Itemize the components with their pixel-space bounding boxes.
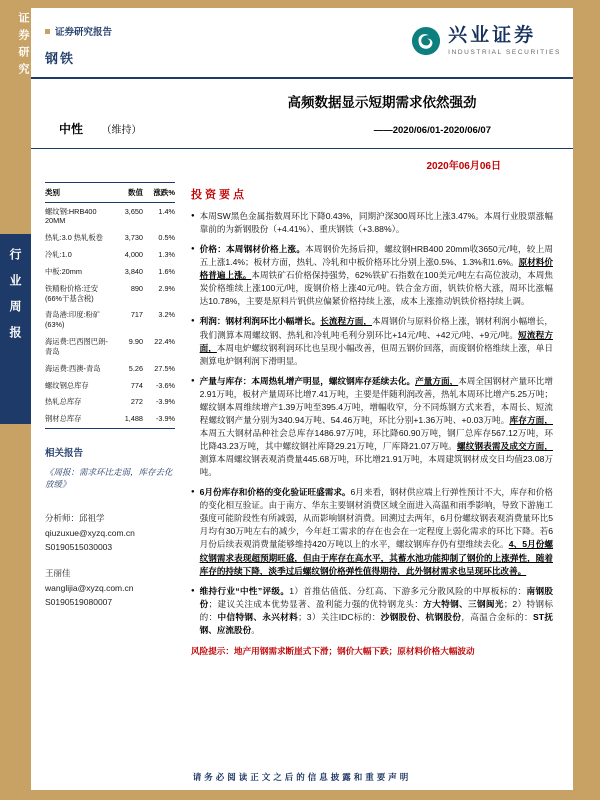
- metric-change: 0.5%: [158, 233, 175, 243]
- key-points-title: 投资要点: [191, 189, 247, 201]
- metric-change: -3.9%: [155, 397, 175, 407]
- table-row: [45, 280, 175, 307]
- metric-value: 272: [130, 397, 143, 407]
- brand-name: 兴业证券: [448, 25, 537, 47]
- bullet-text: 本周SW黑色金属指数周环比下降0.43%，同期沪深300周环比上涨3.47%。本周行业股票涨幅靠前的为新钢股份（+4.41%）、重庆钢铁（+3.88%）。: [199, 211, 553, 235]
- metric-change: 22.4%: [154, 337, 175, 347]
- analyst-name: 邱祖学: [79, 513, 105, 524]
- metric-value: 5.26: [128, 363, 143, 373]
- analyst-name-row: [45, 566, 175, 580]
- metric-label: 冷轧:1.0: [45, 250, 72, 260]
- report-type-label: 证券研究报告: [55, 27, 113, 38]
- table-row: [45, 377, 175, 394]
- table-row: [45, 263, 175, 280]
- table-row: [45, 360, 175, 377]
- left-panel: [31, 176, 181, 622]
- bullet-point: [191, 375, 553, 480]
- col-header-value: 数值: [128, 188, 143, 197]
- related-report-item[interactable]: 《周报：需求环比走弱，库存去化放缓》: [45, 466, 173, 490]
- col-header-change: 涨跌%: [153, 188, 175, 197]
- metric-label: 螺纹钢:HRB400 20MM: [45, 206, 97, 226]
- table-row: [45, 411, 175, 428]
- analyst-license-number: S0190515030003: [45, 542, 113, 553]
- metric-label: 钢材总库存: [45, 414, 82, 424]
- report-period: ——2020/06/01-2020/06/07: [373, 125, 491, 136]
- table-row: [45, 230, 175, 247]
- header-left: [45, 24, 112, 67]
- analyst-license-number: S0190519080007: [45, 597, 113, 608]
- metric-change: 2.9%: [158, 283, 175, 293]
- metric-value: 3,650: [124, 206, 143, 216]
- analysts-block: [45, 511, 175, 610]
- report-type-row: [45, 24, 112, 38]
- content-columns: [31, 176, 573, 658]
- bullet-icon: ●: [191, 246, 195, 253]
- bullet-point: [191, 243, 553, 308]
- analyst-email[interactable]: wanglijia@xyzq.com.cn: [45, 582, 134, 593]
- brand-text: [448, 26, 561, 56]
- table-row: [45, 334, 175, 361]
- metric-value: 890: [130, 283, 143, 293]
- related-reports-title: 相关报告: [45, 447, 84, 459]
- col-header-category: 类别: [45, 188, 60, 197]
- metrics-table: [45, 182, 175, 429]
- bullet-icon: ●: [191, 377, 195, 384]
- title-bar: [31, 79, 573, 149]
- metric-label: 海运费:西澳-青岛: [45, 363, 101, 373]
- brand-subtitle: INDUSTRIAL SECURITIES: [448, 48, 561, 56]
- metric-value: 4,000: [124, 250, 143, 260]
- bullet-text: 产量与库存：本周热轧增产明显，螺纹钢库存延续去化。产量方面，本周全国钢材产量环比增2.91万吨，板材产量周环比增7.41万吨，主要是伴随利润改善，热轧本周环比增产5.25万吨；螺纹钢本周维续增产1.39万吨至395.4万吨，增幅收窄，分不同炼钢方式来看，本周长、短流程螺纹钢产量分别为340.94万吨、54.46万吨，环比分别+1.36万吨、+0.03万吨。库存方面，本周五大钢材品种社会总库存1486.97万吨，环比降60.90万吨，钢厂总库存567.12万吨，环比降43.23万吨，其中螺纹钢社库降29.21万吨，厂库降21.07万吨。螺纹钢表需及成交方面，测算本周螺纹钢表观消费量445.68万吨，环比增21.91万吨，本周建筑钢材成交日均值23.08万吨。: [199, 375, 553, 478]
- metric-value: 3,730: [124, 233, 143, 243]
- metric-change: 1.6%: [158, 266, 175, 276]
- metrics-table-header: [45, 183, 175, 203]
- bullet-point: [191, 315, 553, 367]
- table-row: [45, 394, 175, 411]
- bullet-text: 6月份库存和价格的变化验证旺盛需求。6月来看，钢材供应端上行弹性预计不大，库存和价格的变化相互验证。由于南方、华东主要钢材消费区域全面进入高温和雨季影响，导致下游施工强度可能阶段性有所减弱，从而影响钢材消费。回溯过去两年，6月份螺纹钢表观消费量环比5月均有30万吨左右的减少，今年赶工需求的存在也会在一定程度上弱化需求的环比下降。若6月份后续表观消费量能够维持420万吨以上的水平，螺纹钢库存仍有望维续去化。4、5月份螺纹钢需求表现超预期旺盛，但由于库存在高水平，其蓄水池功能抑制了钢价的上涨弹性，随着库存的持续下降，淡季过后螺纹钢价格弹性值得期待，此外钢材需求也呈现环比改善。: [199, 487, 554, 576]
- related-reports-list: [45, 466, 175, 492]
- table-row: [45, 307, 175, 334]
- bullet-icon: ●: [191, 213, 195, 219]
- metric-label: 铁精粉价格:迁安(66%干基含税): [45, 283, 99, 303]
- metric-label: 热轧总库存: [45, 397, 82, 407]
- report-date: 2020年06月06日: [426, 161, 501, 172]
- metric-change: 1.4%: [158, 206, 175, 216]
- sidebar-band-industry-weekly: [0, 234, 31, 424]
- rating-value: 中性: [59, 122, 84, 136]
- metric-label: 青岛港:印度:粉矿(63%): [45, 310, 101, 330]
- metric-change: 27.5%: [154, 363, 175, 373]
- main-content: [181, 176, 573, 658]
- bullet-icon: ●: [191, 489, 195, 496]
- metric-value: 774: [130, 380, 143, 390]
- table-row: [45, 203, 175, 230]
- gold-square-icon: [45, 29, 50, 34]
- report-title: 高频数据显示短期需求依然强劲: [287, 95, 477, 110]
- bullet-point: [191, 486, 553, 577]
- bullet-point: [191, 210, 553, 236]
- metric-label: 中板:20mm: [45, 266, 82, 276]
- risk-warning: 风险提示：地产用钢需求断崖式下滑；钢价大幅下跌；原材料价格大幅波动: [191, 645, 475, 656]
- analyst-label: 分析师：: [45, 513, 80, 524]
- analyst-email[interactable]: qiuzuxue@xyzq.com.cn: [45, 527, 135, 538]
- sidebar-vertical-label-research: 证券研究: [17, 12, 29, 80]
- bullet-text: 价格：本周钢材价格上涨。本周钢价先扬后抑，螺纹钢HRB400 20mm收3650元/吨，较上周五上涨1.4%；板材方面，热轧、冷轧和中板价格环比分别上涨0.5%、1.3%和1.6%。原材料价格普遍上涨。本周铁矿石价格保持强势，62%铁矿石指数在100美元/吨左右高位波动，本周焦炭价格维续上涨100元/吨，废钢价格上涨40元/吨。铁合金方面，钒铁价格大涨，周环比涨幅达10.78%，主要是原料片钒供应偏紧价格持续上涨，成本上涨推动钒铁价格持续上调。: [199, 244, 553, 307]
- bullet-text: 维持行业“中性”评级。1）首推估值低、分红高、下游多元分散风险的中厚板标的：南钢股份；建议关注成本优势显著、盈利能力强的优特钢龙头：方大特钢、三钢闽光；2）特钢标的：中信特钢、永兴材料；3）关注IDC标的：沙钢股份、杭钢股份，高温合金标的：ST抚钢、应流股份。: [199, 585, 553, 635]
- sidebar-band-label: 行业周报: [8, 248, 22, 352]
- rating-block: [59, 120, 141, 138]
- table-row: [45, 247, 175, 264]
- metric-change: 1.3%: [158, 250, 175, 260]
- metric-change: 3.2%: [158, 310, 175, 320]
- brand-logo: [411, 26, 561, 56]
- report-sheet: [31, 8, 573, 790]
- disclaimer-footer: 请务必阅读正文之后的信息披露和重要声明: [192, 772, 412, 782]
- title-subrow: [47, 120, 557, 138]
- metric-value: 3,840: [124, 266, 143, 276]
- analyst-name-row: [45, 511, 175, 525]
- analyst-name: 王丽佳: [45, 568, 71, 579]
- analyst-entry: [45, 566, 175, 609]
- metric-label: 海运费:巴西图巴朗-青岛: [45, 337, 108, 356]
- key-points-list: [191, 210, 553, 637]
- bullet-point: [191, 585, 553, 637]
- metric-change: -3.6%: [155, 380, 175, 390]
- metric-change: -3.9%: [155, 414, 175, 424]
- metric-label: 螺纹钢总库存: [45, 380, 89, 390]
- metric-value: 1,488: [124, 414, 143, 424]
- metric-label: 热轧:3.0 热轧板卷: [45, 233, 103, 243]
- analyst-entry: [45, 511, 175, 554]
- bullet-text: 利润：钢材利润环比小幅增长。长流程方面，本周钢价与原料价格上涨，钢材利润小幅增长，我们测算本周螺纹钢、热轧和冷轧吨毛利分别环比+14元/吨、+42元/吨、+9元/吨。短流程方面，本周电炉螺纹钢利润环比也呈现小幅改善，但周五钢价回落，而废钢价格维续上涨，单日测算电炉钢利润下滑明显。: [199, 316, 553, 366]
- industry-title: 钢铁: [45, 51, 76, 66]
- report-header: [31, 8, 573, 79]
- bullet-icon: ●: [191, 318, 195, 325]
- metric-value: 717: [130, 310, 143, 320]
- brand-logo-icon: [411, 26, 441, 56]
- bullet-icon: ●: [191, 587, 195, 594]
- metrics-table-body: [45, 203, 175, 428]
- metric-value: 9.90: [128, 337, 143, 347]
- rating-status: （维持）: [101, 125, 142, 136]
